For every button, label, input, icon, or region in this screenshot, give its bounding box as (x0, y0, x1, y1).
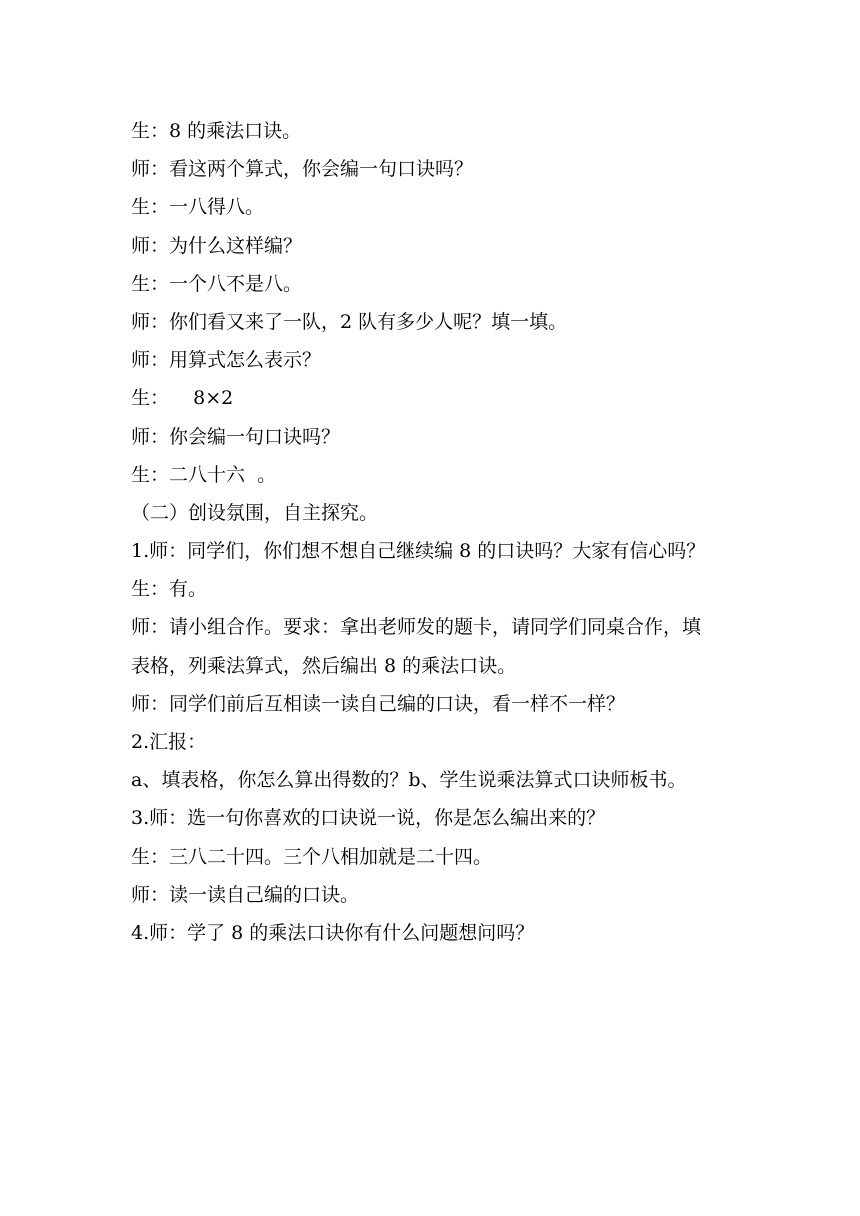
text-line: 师：同学们前后互相读一读自己编的口诀，看一样不一样？ (131, 692, 626, 715)
text-line: 生：一个八不是八。 (131, 272, 303, 295)
text-line: 师：为什么这样编？ (131, 234, 303, 257)
text-line: 师：用算式怎么表示？ (131, 349, 322, 372)
text-line: 生：有。 (131, 578, 208, 601)
text-line: 师：看这两个算式，你会编一句口诀吗？ (131, 158, 474, 181)
document-body (131, 112, 741, 952)
text-line: 生：8 的乘法口诀。 (131, 120, 302, 142)
text-line: 师：读一读自己编的口诀。 (131, 883, 360, 906)
text-line: 师：你会编一句口诀吗？ (131, 425, 341, 448)
text-line: 生：三八二十四。三个八相加就是二十四。 (131, 845, 493, 868)
text-line: 师：请小组合作。要求：拿出老师发的题卡，请同学们同桌合作，填 (131, 616, 702, 639)
text-line: 师：你们看又来了一队，2 队有多少人呢？填一填。 (131, 310, 568, 333)
text-line: 生：一八得八。 (131, 196, 265, 219)
text-line: 生：二八十六 。 (131, 463, 277, 486)
text-line: 2.汇报： (131, 731, 207, 753)
text-line: a、填表格，你怎么算出得数的？b、学生说乘法算式口诀师板书。 (131, 769, 687, 792)
text-line: 3.师：选一句你喜欢的口诀说一说，你是怎么编出来的？ (131, 807, 606, 830)
section-heading: （二）创设氛围，自主探究。 (131, 501, 379, 524)
text-line: 4.师：学了 8 的乘法口诀你有什么问题想问吗？ (131, 921, 535, 944)
text-line: 生： 8×2 (131, 387, 234, 410)
text-line: 表格，列乘法算式，然后编出 8 的乘法口诀。 (131, 654, 517, 677)
text-line: 1.师：同学们，你们想不想自己继续编 8 的口诀吗？大家有信心吗？ (131, 540, 706, 563)
